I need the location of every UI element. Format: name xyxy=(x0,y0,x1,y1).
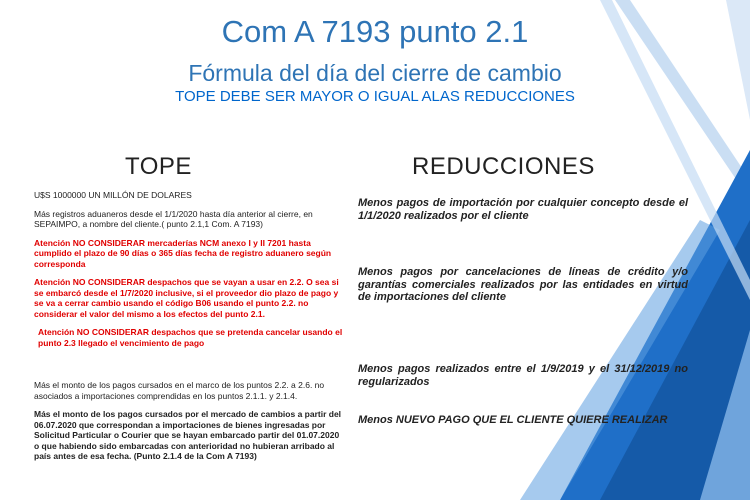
tope-list xyxy=(34,190,344,470)
tope-item: Más el monto de los pagos cursados por el mercado de cambios a partir del 06.07.2020 que correspondan a importaciones de bienes ingresadas por Solicitud Particular o Courier que se hayan embarcado partir del 01.07.2020 o que habiendo sido embarcadas con anterioridad no hubieran arribado al país antes de esa fecha. (Punto 2.1.4 de la Com A 7193) xyxy=(34,409,342,461)
reduccion-item: Menos pagos por cancelaciones de líneas de crédito y/o garantías comerciales realizados por las entidades en virtud de importaciones del cliente xyxy=(358,266,688,303)
tope-item: Más registros aduaneros desde el 1/1/2020 hasta día anterior al cierre, en SEPAIMPO, a nombre del cliente.( punto 2.1,1 Com. A 7193) xyxy=(34,208,313,229)
tope-warning: Atención NO CONSIDERAR despachos que se vayan a usar en 2.2. O sea si se embarcó desde el 1/7/2020 inclusive, si el proveedor dio plazo de pago y se va a cerrar cambio usando el código B06 usando el punto 2.2. no considerar el valor del mismo a los efectos del punto 2.1. xyxy=(34,277,339,319)
reduccion-item: Menos pagos de importación por cualquier concepto desde el 1/1/2020 realizados por el cliente xyxy=(358,197,688,222)
reducciones-heading: REDUCCIONES xyxy=(412,153,595,180)
tope-warning: Atención NO CONSIDERAR mercaderías NCM anexo I y II 7201 hasta cumplido el plazo de 90 días o 365 días fecha de registro aduanero según corresponda xyxy=(34,237,332,269)
reduccion-item: Menos pagos realizados entre el 1/9/2019 y el 31/12/2019 no regularizados xyxy=(358,363,688,388)
tope-item: Más el monto de los pagos cursados en el marco de los puntos 2.2. a 2.6. no asociados a importaciones comprendidas en los puntos 2.1.1. y 2.1.4. xyxy=(34,380,325,401)
reduccion-item: Menos NUEVO PAGO QUE EL CLIENTE QUIERE REALIZAR xyxy=(358,414,668,426)
tope-item: U$S 1000000 UN MILLÓN DE DOLARES xyxy=(34,190,192,200)
tope-heading: TOPE xyxy=(125,153,192,180)
page-title: Com A 7193 punto 2.1 xyxy=(221,14,529,49)
page-subtitle: Fórmula del día del cierre de cambio xyxy=(188,60,562,86)
page-note: TOPE DEBE SER MAYOR O IGUAL ALAS REDUCCIONES xyxy=(175,88,575,105)
tope-warning: Atención NO CONSIDERAR despachos que se pretenda cancelar usando el punto 2.3 llegado el vencimiento de pago xyxy=(38,327,343,348)
